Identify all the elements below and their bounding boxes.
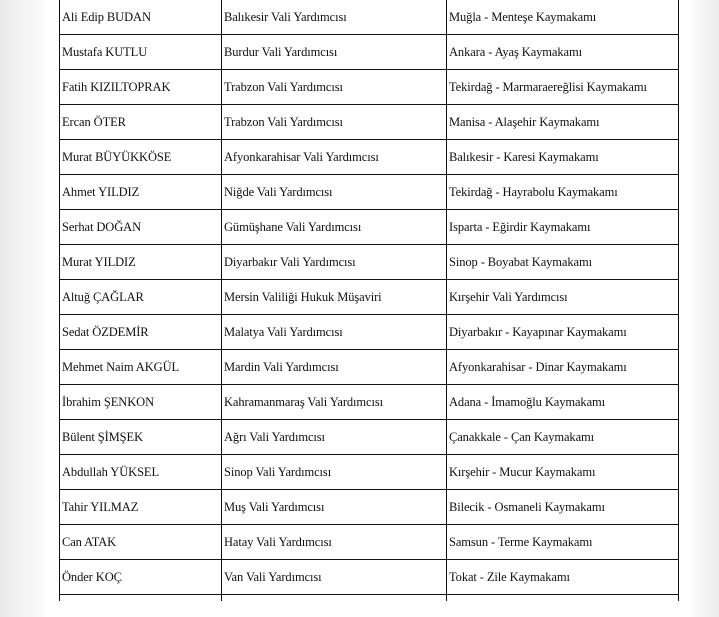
name-cell: Ercan ÖTER <box>60 105 222 140</box>
table-row <box>60 350 679 385</box>
new-post-cell: Bilecik - Osmaneli Kaymakamı <box>447 490 679 525</box>
empty-cell <box>60 595 222 602</box>
current-post-cell: Niğde Vali Yardımcısı <box>222 175 447 210</box>
new-post-cell: Sinop - Boyabat Kaymakamı <box>447 245 679 280</box>
name-cell: Bülent ŞİMŞEK <box>60 420 222 455</box>
new-post-cell: Diyarbakır - Kayapınar Kaymakamı <box>447 315 679 350</box>
empty-cell <box>447 595 679 602</box>
new-post-cell: Kırşehir Vali Yardımcısı <box>447 280 679 315</box>
table-row <box>60 280 679 315</box>
name-cell: Önder KOÇ <box>60 560 222 595</box>
new-post-cell: Tokat - Zile Kaymakamı <box>447 560 679 595</box>
current-post-cell: Trabzon Vali Yardımcısı <box>222 70 447 105</box>
table-row <box>60 70 679 105</box>
current-post-cell: Diyarbakır Vali Yardımcısı <box>222 245 447 280</box>
name-cell: Fatih KIZILTOPRAK <box>60 70 222 105</box>
current-post-cell: Burdur Vali Yardımcısı <box>222 35 447 70</box>
name-cell: Altuğ ÇAĞLAR <box>60 280 222 315</box>
current-post-cell: Mersin Valiliği Hukuk Müşaviri <box>222 280 447 315</box>
table-row <box>60 420 679 455</box>
table-row <box>60 210 679 245</box>
table-row <box>60 560 679 595</box>
name-cell: Tahir YILMAZ <box>60 490 222 525</box>
new-post-cell: Samsun - Terme Kaymakamı <box>447 525 679 560</box>
current-post-cell: Muş Vali Yardımcısı <box>222 490 447 525</box>
name-cell: Can ATAK <box>60 525 222 560</box>
table-row <box>60 525 679 560</box>
table-row <box>60 35 679 70</box>
page-left-shadow <box>0 0 44 617</box>
name-cell: Murat BÜYÜKKÖSE <box>60 140 222 175</box>
current-post-cell: Van Vali Yardımcısı <box>222 560 447 595</box>
new-post-cell: Isparta - Eğirdir Kaymakamı <box>447 210 679 245</box>
table-row <box>60 140 679 175</box>
current-post-cell: Malatya Vali Yardımcısı <box>222 315 447 350</box>
new-post-cell: Ankara - Ayaş Kaymakamı <box>447 35 679 70</box>
current-post-cell: Trabzon Vali Yardımcısı <box>222 105 447 140</box>
new-post-cell: Çanakkale - Çan Kaymakamı <box>447 420 679 455</box>
name-cell: Mehmet Naim AKGÜL <box>60 350 222 385</box>
new-post-cell: Muğla - Menteşe Kaymakamı <box>447 0 679 35</box>
current-post-cell: Hatay Vali Yardımcısı <box>222 525 447 560</box>
current-post-cell: Gümüşhane Vali Yardımcısı <box>222 210 447 245</box>
name-cell: Serhat DOĞAN <box>60 210 222 245</box>
name-cell: Murat YILDIZ <box>60 245 222 280</box>
current-post-cell: Sinop Vali Yardımcısı <box>222 455 447 490</box>
table-row-cut-off <box>60 595 679 602</box>
name-cell: Ali Edip BUDAN <box>60 0 222 35</box>
document-page <box>44 0 693 617</box>
current-post-cell: Mardin Vali Yardımcısı <box>222 350 447 385</box>
new-post-cell: Manisa - Alaşehir Kaymakamı <box>447 105 679 140</box>
new-post-cell: Balıkesir - Karesi Kaymakamı <box>447 140 679 175</box>
new-post-cell: Tekirdağ - Hayrabolu Kaymakamı <box>447 175 679 210</box>
table-row <box>60 455 679 490</box>
name-cell: İbrahim ŞENKON <box>60 385 222 420</box>
page-right-shadow <box>693 0 719 617</box>
new-post-cell: Afyonkarahisar - Dinar Kaymakamı <box>447 350 679 385</box>
new-post-cell: Tekirdağ - Marmaraereğlisi Kaymakamı <box>447 70 679 105</box>
appointments-table-body <box>60 0 679 601</box>
name-cell: Mustafa KUTLU <box>60 35 222 70</box>
current-post-cell: Kahramanmaraş Vali Yardımcısı <box>222 385 447 420</box>
new-post-cell: Kırşehir - Mucur Kaymakamı <box>447 455 679 490</box>
empty-cell <box>222 595 447 602</box>
name-cell: Abdullah YÜKSEL <box>60 455 222 490</box>
table-row <box>60 245 679 280</box>
table-row <box>60 105 679 140</box>
current-post-cell: Balıkesir Vali Yardımcısı <box>222 0 447 35</box>
name-cell: Ahmet YILDIZ <box>60 175 222 210</box>
appointments-table <box>59 0 679 601</box>
current-post-cell: Afyonkarahisar Vali Yardımcısı <box>222 140 447 175</box>
name-cell: Sedat ÖZDEMİR <box>60 315 222 350</box>
table-row <box>60 385 679 420</box>
table-row <box>60 0 679 35</box>
new-post-cell: Adana - İmamoğlu Kaymakamı <box>447 385 679 420</box>
table-row <box>60 315 679 350</box>
table-row <box>60 490 679 525</box>
table-row <box>60 175 679 210</box>
current-post-cell: Ağrı Vali Yardımcısı <box>222 420 447 455</box>
